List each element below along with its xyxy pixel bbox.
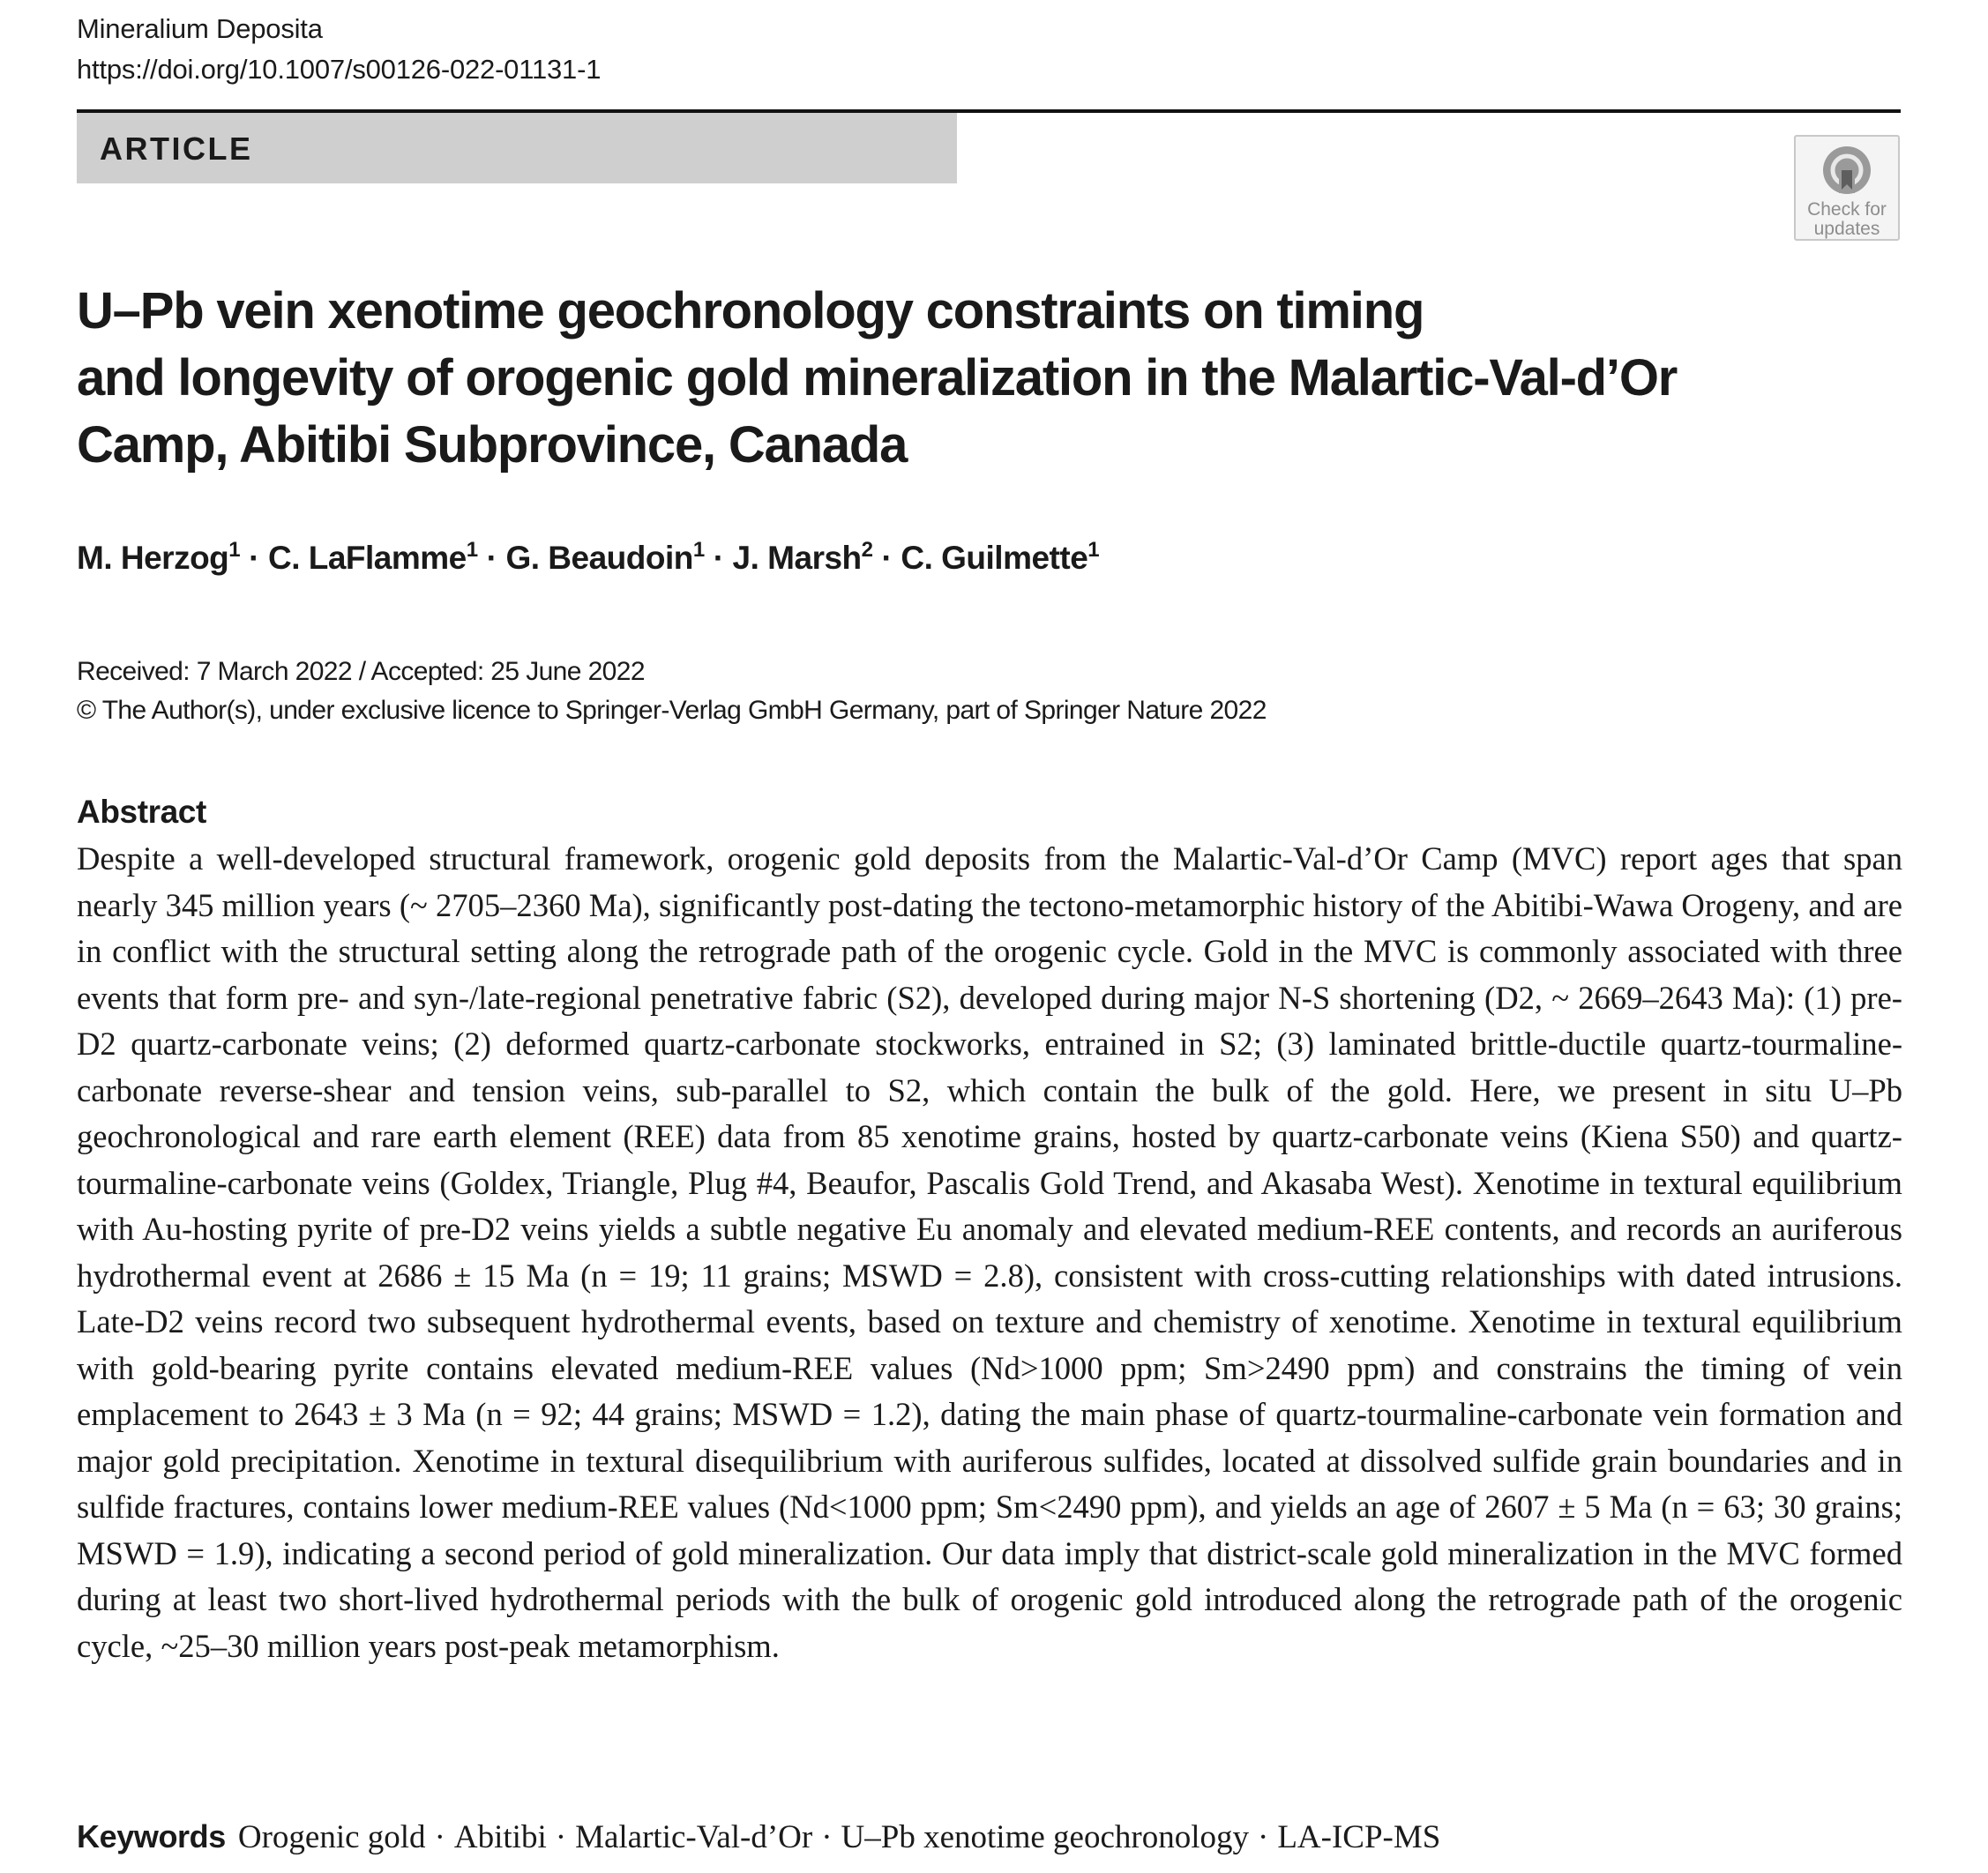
author-separator: ·: [249, 540, 259, 576]
article-type-band: [77, 113, 957, 183]
check-updates-label: Check for updates: [1807, 199, 1887, 239]
author-name[interactable]: G. Beaudoin: [505, 540, 693, 576]
author-name[interactable]: M. Herzog: [77, 540, 229, 576]
keyword-item: Orogenic gold: [237, 1819, 426, 1855]
keyword-item: Malartic-Val-d’Or: [575, 1819, 813, 1855]
title-line: Camp, Abitibi Subprovince, Canada: [77, 416, 908, 474]
copyright-notice: © The Author(s), under exclusive licence to Springer-Verlag GmbH Germany, part of Springer Nature 2022: [77, 696, 1267, 725]
article-type-label: ARTICLE: [100, 131, 253, 167]
author-affiliation: 1: [692, 538, 705, 562]
keyword-separator: ·: [434, 1819, 445, 1855]
doi-link[interactable]: https://doi.org/10.1007/s00126-022-01131-1: [77, 54, 602, 85]
author-affiliation: 1: [1087, 538, 1100, 562]
author-name[interactable]: C. Guilmette: [901, 540, 1088, 576]
keyword-item: Abitibi: [453, 1819, 547, 1855]
journal-header: [77, 9, 601, 90]
title-line: U–Pb vein xenotime geochronology constraints on timing: [77, 282, 1424, 340]
check-updates-icon: [1820, 144, 1873, 197]
abstract-heading: Abstract: [77, 794, 206, 830]
author-separator: ·: [881, 540, 893, 576]
author-affiliation: 2: [861, 538, 873, 562]
author-separator: ·: [486, 540, 497, 576]
title-line: and longevity of orogenic gold mineralization in the Malartic-Val-d’Or: [77, 349, 1678, 407]
abstract-text: Despite a well-developed structural framework, orogenic gold deposits from the Malartic-Val-d’Or Camp (MVC) report ages that span nearly 345 million years (~ 2705–2360 Ma), significantly post-dating the tectono-metamorphic history of the Abitibi-Wawa Orogeny, and are in conflict with the structural setting along the retrograde path of the orogenic cycle. Gold in the MVC is commonly associated with three events that form pre- and syn-/late-regional penetrative fabric (S2), developed during major N-S shortening (D2, ~ 2669–2643 Ma): (1) pre-D2 quartz-carbonate veins; (2) deformed quartz-carbonate stockworks, entrained in S2; (3) laminated brittle-ductile quartz-tourmaline-carbonate reverse-shear and tension veins, sub-parallel to S2, which contain the bulk of the gold. Here, we present in situ U–Pb geochronological and rare earth element (REE) data from 85 xenotime grains, hosted by quartz-carbonate veins (Kiena S50) and quartz-tourmaline-carbonate veins (Goldex, Triangle, Plug #4, Beaufor, Pascalis Gold Trend, and Akasaba West). Xenotime in textural equilibrium with Au-hosting pyrite of pre-D2 veins yields a subtle negative Eu anomaly and elevated medium-REE contents, and records an auriferous hydrothermal event at 2686 ± 15 Ma (n = 19; 11 grains; MSWD = 2.8), consistent with cross-cutting relationships with dated intrusions. Late-D2 veins record two subsequent hydrothermal events, based on texture and chemistry of xenotime. Xenotime in textural equilibrium with gold-bearing pyrite contains elevated medium-REE values (Nd>1000 ppm; Sm>2490 ppm) and constrains the timing of vein emplacement to 2643 ± 3 Ma (n = 92; 44 grains; MSWD = 1.2), dating the main phase of quartz-tourmaline-carbonate vein formation and major gold precipitation. Xenotime in textural disequilibrium with auriferous sulfides, located at dissolved sulfide grain boundaries and in sulfide fractures, contains lower medium-REE values (Nd<1000 ppm; Sm<2490 ppm), and yields an age of 2607 ± 5 Ma (n = 63; 30 grains; MSWD = 1.9), indicating a second period of gold mineralization. Our data imply that district-scale gold mineralization in the MVC formed during at least two short-lived hydrothermal periods with the bulk of orogenic gold introduced along the retrograde path of the orogenic cycle, ~25–30 million years post-peak metamorphism.: [77, 840, 1902, 1664]
keyword-separator: ·: [821, 1819, 833, 1855]
received-accepted-dates: Received: 7 March 2022 / Accepted: 25 June 2022: [77, 657, 645, 686]
author-name[interactable]: J. Marsh: [732, 540, 862, 576]
keyword-item: LA-ICP-MS: [1277, 1819, 1441, 1855]
author-separator: ·: [713, 540, 724, 576]
author-affiliation: 1: [466, 538, 478, 562]
check-for-updates-badge[interactable]: [1794, 135, 1900, 241]
paper-title: [77, 278, 1858, 479]
author-list: [77, 540, 1099, 577]
publication-dates: [77, 653, 1267, 730]
author-name[interactable]: C. LaFlamme: [267, 540, 467, 576]
keyword-separator: ·: [555, 1819, 567, 1855]
journal-name: Mineralium Deposita: [77, 13, 323, 44]
keywords-label: Keywords: [77, 1818, 226, 1854]
keyword-separator: ·: [1257, 1819, 1269, 1855]
keyword-item: U–Pb xenotime geochronology: [841, 1819, 1249, 1855]
keywords-section: [77, 1818, 1440, 1856]
author-affiliation: 1: [228, 538, 241, 562]
